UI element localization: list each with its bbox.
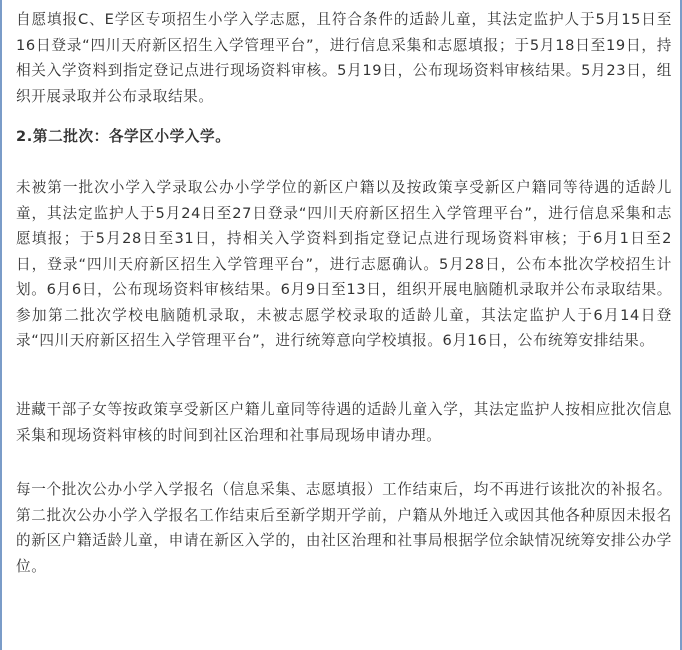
section-heading-batch-2: 2.第二批次：各学区小学入学。 [16, 128, 231, 145]
article-body [16, 7, 672, 579]
paragraph-batch-1-details: 自愿填报C、E学区专项招生小学入学志愿，且符合条件的适龄儿童，其法定监护人于5月15日至16日登录“四川天府新区招生入学管理平台”，进行信息采集和志愿填报；于5月18日至19日，持相关入学资料到指定登记点进行现场资料审核。5月19日，公布现场资料审核结果。5月23日，组织开展录取并公布录取结果。 [16, 11, 672, 105]
paragraph-late-registration: 每一个批次公办小学入学报名（信息采集、志愿填报）工作结束后，均不再进行该批次的补报名。第二批次公办小学入学报名工作结束后至新学期开学前，户籍从外地迁入或因其他各种原因未报名的新区户籍适龄儿童，申请在新区入学的，由社区治理和社事局根据学位余缺情况统筹安排公办学位。 [16, 481, 672, 575]
paragraph-special-cases: 进藏干部子女等按政策享受新区户籍儿童同等待遇的适龄儿童入学，其法定监护人按相应批次信息采集和现场资料审核的时间到社区治理和社事局现场申请办理。 [16, 401, 672, 444]
paragraph-batch-2-details: 未被第一批次小学入学录取公办小学学位的新区户籍以及按政策享受新区户籍同等待遇的适龄儿童，其法定监护人于5月24日至27日登录“四川天府新区招生入学管理平台”，进行信息采集和志愿填报；于5月28日至31日，持相关入学资料到指定登记点进行现场资料审核；于6月1日至2日，登录“四川天府新区招生入学管理平台”，进行志愿确认。5月28日，公布本批次学校招生计划。6月6日，公布现场资料审核结果。6月9日至13日，组织开展电脑随机录取并公布录取结果。参加第二批次学校电脑随机录取，未被志愿学校录取的适龄儿童，其法定监护人于6月14日登录“四川天府新区招生入学管理平台”，进行统筹意向学校填报。6月16日，公布统筹安排结果。 [16, 179, 672, 349]
